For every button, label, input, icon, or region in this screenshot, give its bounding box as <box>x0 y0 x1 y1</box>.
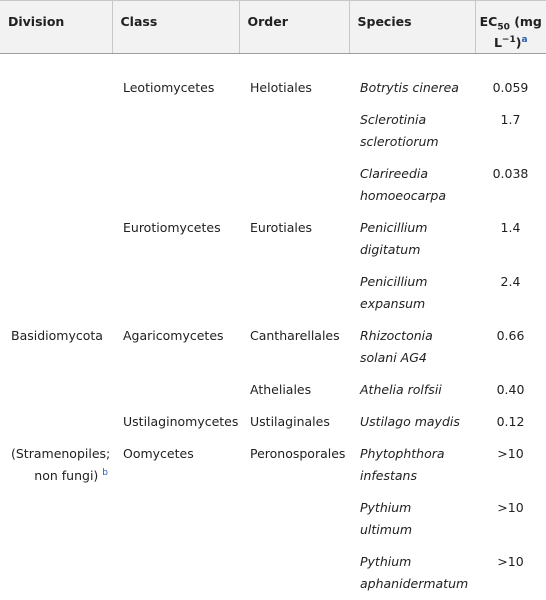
cell-order <box>239 158 349 212</box>
table-row <box>0 104 546 158</box>
cell-ec50: >10 <box>497 446 524 461</box>
ec-unit-exponent: −1 <box>501 34 516 45</box>
header-ec50 <box>475 1 546 54</box>
header-division: Division <box>0 1 112 54</box>
cell-order <box>239 266 349 320</box>
spacer-row <box>0 54 546 71</box>
cell-order: Peronosporales <box>250 446 346 461</box>
cell-division: Basidiomycota <box>11 328 103 343</box>
cell-species: Penicillium digitatum <box>360 220 428 257</box>
cell-class: Eurotiomycetes <box>123 220 221 235</box>
cell-ec50: 0.038 <box>492 166 529 181</box>
cell-ec50: >10 <box>497 500 524 515</box>
cell-class: Ustilaginomycetes <box>123 414 239 429</box>
cell-order: Cantharellales <box>250 328 340 343</box>
cell-division <box>0 438 112 492</box>
cell-order: Ustilaginales <box>250 414 330 429</box>
ec-unit-1: (mg <box>509 14 542 29</box>
cell-ec50: 0.12 <box>496 414 525 429</box>
cell-ec50: 0.66 <box>496 328 525 343</box>
table-row <box>0 406 546 438</box>
cell-division <box>0 158 112 212</box>
cell-species: Rhizoctonia solani AG4 <box>360 328 433 365</box>
header-order: Order <box>239 1 349 54</box>
cell-species: Phytophthora infestans <box>360 446 445 483</box>
cell-species: Penicillium expansum <box>360 274 428 311</box>
cell-order: Helotiales <box>250 80 312 95</box>
cell-ec50: 2.4 <box>500 274 521 289</box>
cell-division <box>0 492 112 546</box>
table-row <box>0 320 546 374</box>
table-row <box>0 266 546 320</box>
ec-subscript: 50 <box>497 22 510 33</box>
cell-order <box>239 104 349 158</box>
cell-class <box>112 374 239 406</box>
cell-species: Pythium ultimum <box>360 500 413 537</box>
cell-class <box>112 492 239 546</box>
cell-order: Eurotiales <box>250 220 313 235</box>
cell-ec50: 0.40 <box>496 382 525 397</box>
cell-division <box>0 212 112 266</box>
table-row <box>0 492 546 546</box>
division-line-1: (Stramenopiles; <box>11 446 111 461</box>
cell-division <box>0 70 112 104</box>
table-row <box>0 158 546 212</box>
cell-class <box>112 266 239 320</box>
cell-class: Agaricomycetes <box>123 328 224 343</box>
table-row <box>0 70 546 104</box>
cell-species: Ustilago maydis <box>360 414 460 429</box>
table-row <box>0 374 546 406</box>
cell-species: Pythium aphanidermatum <box>360 554 469 591</box>
cell-species: Clarireedia homoeocarpa <box>360 166 446 203</box>
cell-ec50: 1.4 <box>500 220 521 235</box>
cell-species: Sclerotinia sclerotiorum <box>360 112 439 149</box>
cell-order: Atheliales <box>250 382 312 397</box>
cell-ec50: >10 <box>497 554 524 569</box>
cell-order <box>239 492 349 546</box>
division-line-2: non fungi) <box>34 468 99 483</box>
ec-prefix: EC <box>479 14 498 29</box>
table-row <box>0 546 546 600</box>
cell-class <box>112 104 239 158</box>
table-row <box>0 438 546 492</box>
table-row <box>0 212 546 266</box>
cell-class <box>112 546 239 600</box>
cell-ec50: 1.7 <box>500 112 521 127</box>
ec-unit-close: ) <box>515 35 522 50</box>
cell-division <box>0 104 112 158</box>
cell-order <box>239 546 349 600</box>
header-row <box>0 1 546 54</box>
cell-species: Botrytis cinerea <box>360 80 459 95</box>
footnote-a-link[interactable]: a <box>521 34 528 45</box>
cell-division <box>0 406 112 438</box>
cell-class: Oomycetes <box>123 446 194 461</box>
cell-class: Leotiomycetes <box>123 80 215 95</box>
cell-division <box>0 374 112 406</box>
header-species: Species <box>349 1 475 54</box>
header-class: Class <box>112 1 239 54</box>
cell-class <box>112 158 239 212</box>
cell-ec50: 0.059 <box>492 80 529 95</box>
cell-species: Athelia rolfsii <box>360 382 442 397</box>
cell-division <box>0 266 112 320</box>
footnote-b-link[interactable]: b <box>102 467 108 478</box>
cell-division <box>0 546 112 600</box>
ec-unit-2: L <box>493 35 502 50</box>
